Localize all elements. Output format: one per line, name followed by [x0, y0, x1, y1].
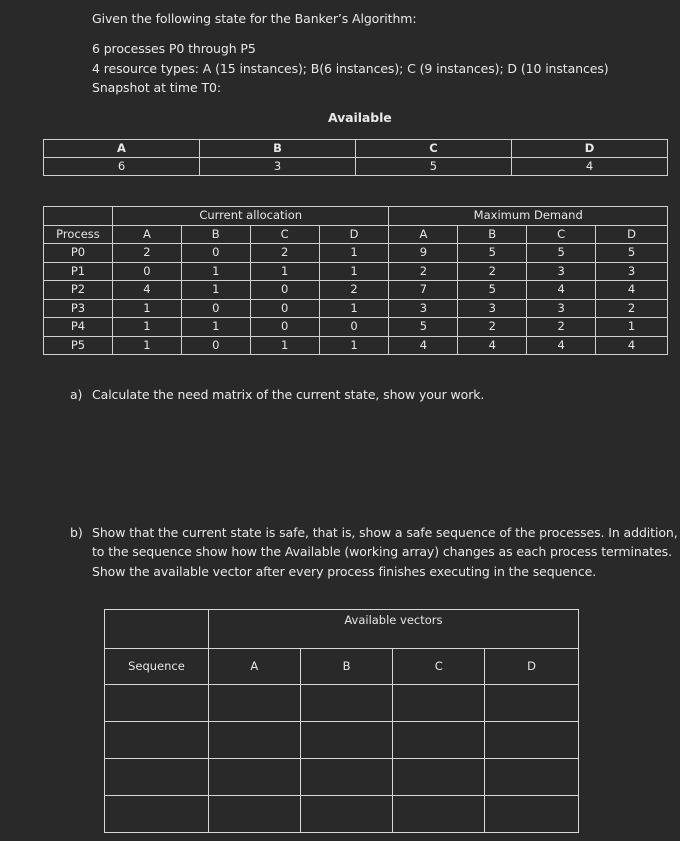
sequence-cell[interactable] [105, 796, 209, 833]
available-value-b: 3 [199, 158, 355, 176]
max-value: 3 [596, 262, 668, 281]
process-name: P3 [44, 299, 113, 318]
table-row [105, 759, 579, 796]
table-row [105, 796, 579, 833]
question-b-label: b) [70, 525, 83, 540]
table-row [44, 318, 668, 337]
seq-header-b: B [300, 649, 393, 685]
max-value: 5 [458, 244, 527, 263]
max-value: 2 [596, 299, 668, 318]
vector-cell[interactable] [300, 685, 393, 722]
available-value-d: 4 [511, 158, 667, 176]
max-value: 7 [389, 281, 458, 300]
available-value-a: 6 [44, 158, 200, 176]
alloc-value: 0 [250, 318, 319, 337]
question-b-line2: to the sequence show how the Available (working array) changes as each process terminates. [92, 544, 672, 559]
current-allocation-label: Current allocation [112, 207, 389, 226]
alloc-value: 1 [319, 262, 389, 281]
question-b-line3: Show the available vector after every process finishes executing in the sequence. [92, 564, 597, 579]
alloc-value: 1 [112, 318, 181, 337]
max-value: 4 [527, 281, 596, 300]
alloc-header-c: C [250, 225, 319, 244]
vector-cell[interactable] [208, 722, 300, 759]
table-row [44, 262, 668, 281]
table-row [105, 685, 579, 722]
intro-resources: 4 resource types: A (15 instances); B(6 instances); C (9 instances); D (10 instances) [92, 61, 609, 76]
max-value: 4 [596, 336, 668, 355]
vector-cell[interactable] [208, 796, 300, 833]
max-value: 3 [527, 262, 596, 281]
alloc-value: 0 [181, 299, 250, 318]
vector-cell[interactable] [208, 759, 300, 796]
alloc-value: 1 [181, 318, 250, 337]
max-value: 4 [458, 336, 527, 355]
table-row [44, 299, 668, 318]
vector-cell[interactable] [393, 685, 485, 722]
alloc-value: 1 [319, 244, 389, 263]
process-name: P2 [44, 281, 113, 300]
sequence-cell[interactable] [105, 685, 209, 722]
process-name: P5 [44, 336, 113, 355]
alloc-value: 1 [250, 262, 319, 281]
sequence-cell[interactable] [105, 759, 209, 796]
vector-cell[interactable] [393, 759, 485, 796]
alloc-value: 0 [181, 336, 250, 355]
question-b-line1: Show that the current state is safe, that is, show a safe sequence of the processes. In addition, [92, 525, 678, 540]
alloc-value: 1 [181, 281, 250, 300]
seq-header-d: D [485, 649, 579, 685]
max-value: 4 [596, 281, 668, 300]
alloc-value: 2 [112, 244, 181, 263]
sequence-header: Sequence [105, 649, 209, 685]
max-value: 2 [527, 318, 596, 337]
intro-processes: 6 processes P0 through P5 [92, 41, 256, 56]
max-value: 5 [458, 281, 527, 300]
process-name: P1 [44, 262, 113, 281]
process-header: Process [44, 225, 113, 244]
alloc-value: 0 [250, 281, 319, 300]
max-header-d: D [596, 225, 668, 244]
max-header-c: C [527, 225, 596, 244]
alloc-value: 2 [250, 244, 319, 263]
max-value: 5 [389, 318, 458, 337]
max-value: 2 [458, 318, 527, 337]
alloc-value: 1 [112, 299, 181, 318]
max-value: 2 [389, 262, 458, 281]
alloc-value: 0 [250, 299, 319, 318]
table-row [105, 722, 579, 759]
available-header-d: D [511, 140, 667, 158]
max-value: 2 [458, 262, 527, 281]
alloc-value: 1 [250, 336, 319, 355]
alloc-value: 1 [319, 336, 389, 355]
alloc-value: 1 [181, 262, 250, 281]
max-value: 1 [596, 318, 668, 337]
alloc-value: 4 [112, 281, 181, 300]
vector-cell[interactable] [300, 759, 393, 796]
vector-cell[interactable] [485, 722, 579, 759]
table-row [44, 244, 668, 263]
maximum-demand-label: Maximum Demand [389, 207, 668, 226]
alloc-header-a: A [112, 225, 181, 244]
alloc-value: 1 [319, 299, 389, 318]
available-header-a: A [44, 140, 200, 158]
vector-cell[interactable] [393, 796, 485, 833]
available-header-b: B [199, 140, 355, 158]
max-value: 3 [527, 299, 596, 318]
vector-cell[interactable] [485, 685, 579, 722]
available-value-c: 5 [355, 158, 511, 176]
available-title: Available [328, 110, 392, 125]
table-row [44, 281, 668, 300]
vector-cell[interactable] [300, 796, 393, 833]
max-header-b: B [458, 225, 527, 244]
max-value: 3 [458, 299, 527, 318]
alloc-header-b: B [181, 225, 250, 244]
alloc-value: 2 [319, 281, 389, 300]
process-name: P0 [44, 244, 113, 263]
vector-cell[interactable] [208, 685, 300, 722]
available-table [43, 139, 668, 176]
vector-cell[interactable] [300, 722, 393, 759]
max-value: 3 [389, 299, 458, 318]
alloc-value: 0 [112, 262, 181, 281]
process-name: P4 [44, 318, 113, 337]
max-header-a: A [389, 225, 458, 244]
seq-header-a: A [208, 649, 300, 685]
allocation-table [43, 206, 668, 355]
vector-cell[interactable] [485, 759, 579, 796]
max-value: 4 [389, 336, 458, 355]
intro-heading: Given the following state for the Banker’s Algorithm: [92, 11, 417, 26]
table-row [44, 336, 668, 355]
sequence-table [104, 609, 579, 833]
available-header-c: C [355, 140, 511, 158]
question-a-text: Calculate the need matrix of the current state, show your work. [92, 387, 485, 402]
intro-snapshot: Snapshot at time T0: [92, 80, 221, 95]
max-value: 5 [596, 244, 668, 263]
alloc-header-d: D [319, 225, 389, 244]
vector-cell[interactable] [393, 722, 485, 759]
vector-cell[interactable] [485, 796, 579, 833]
alloc-value: 0 [319, 318, 389, 337]
question-a-label: a) [70, 387, 83, 402]
seq-header-c: C [393, 649, 485, 685]
max-value: 9 [389, 244, 458, 263]
alloc-value: 0 [181, 244, 250, 263]
alloc-value: 1 [112, 336, 181, 355]
max-value: 5 [527, 244, 596, 263]
available-vectors-title: Available vectors [208, 610, 578, 649]
sequence-cell[interactable] [105, 722, 209, 759]
max-value: 4 [527, 336, 596, 355]
